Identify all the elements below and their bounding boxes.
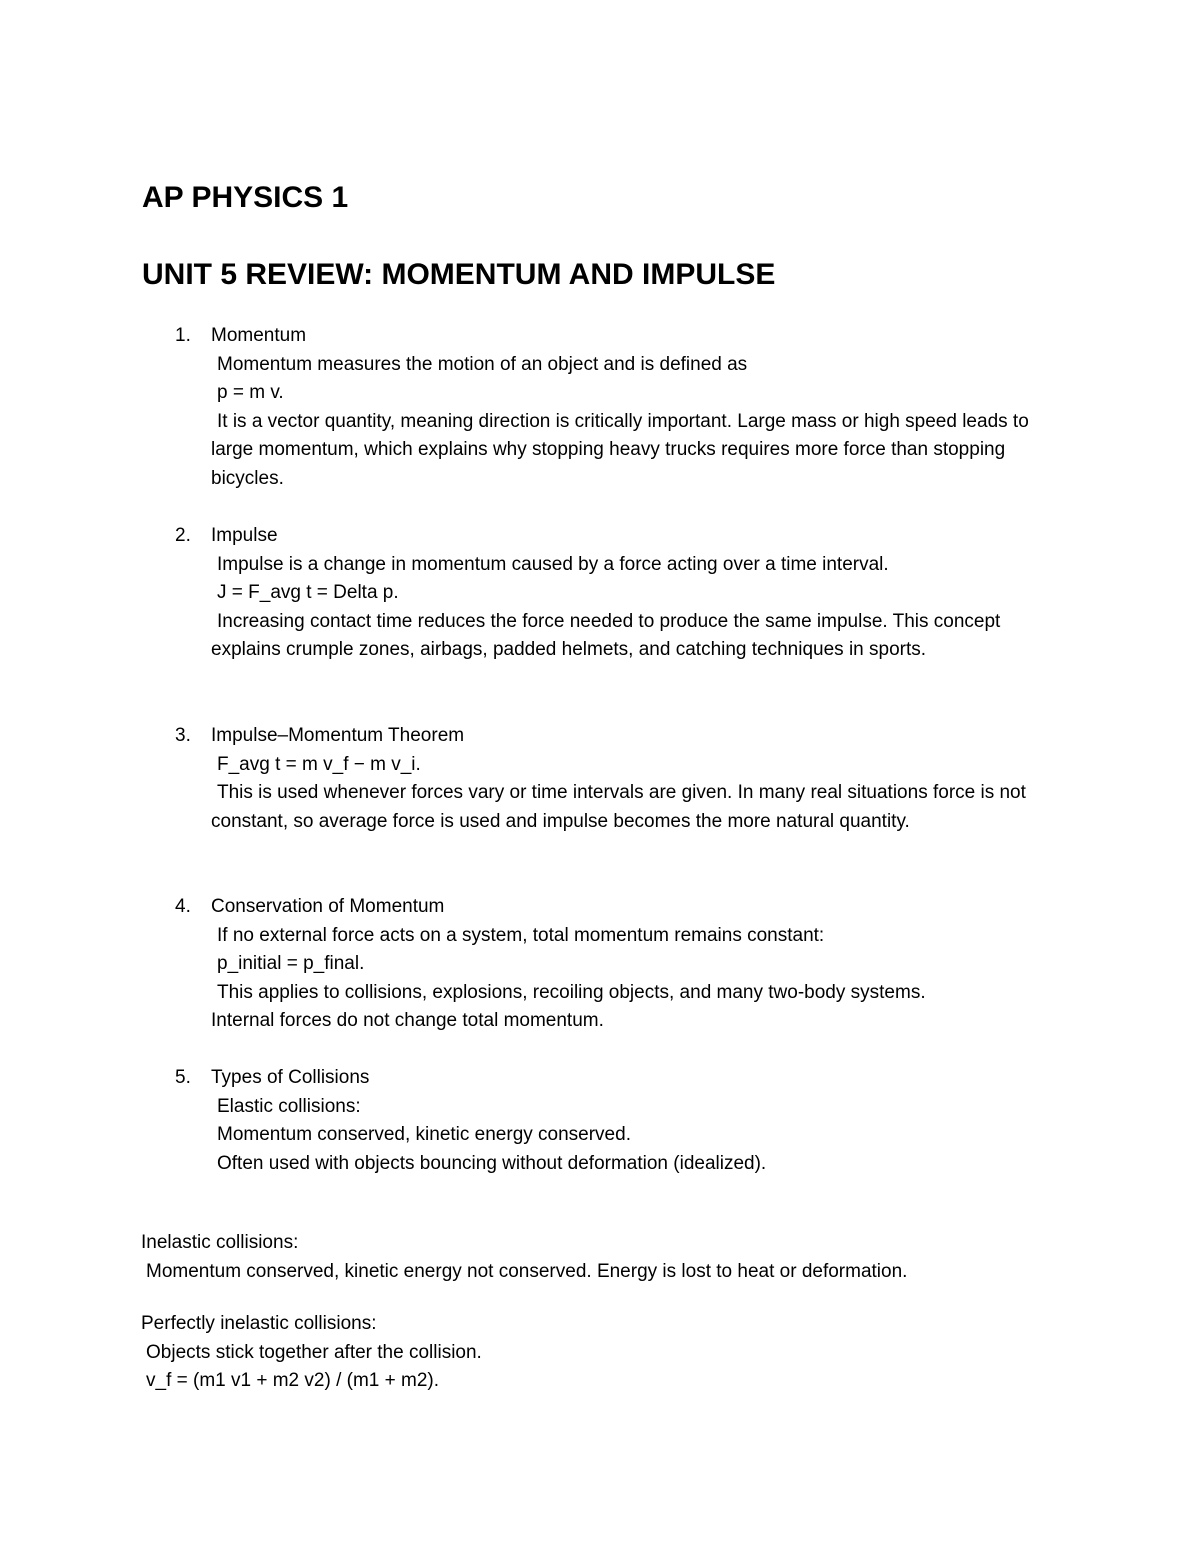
paragraph-text: It is a vector quantity, meaning direction is critically important. Large mass or high speed leads to large momentum, which explains why stopping heavy trucks requires more force than stopping bicycles. [211,410,1029,489]
section-paragraph [211,408,1071,494]
section-body [211,1064,1081,1178]
section-line: If no external force acts on a system, total momentum remains constant: [217,924,825,946]
section-paragraph [211,779,1071,836]
inelastic-text: Momentum conserved, kinetic energy not conserved. Energy is lost to heat or deformation. [146,1260,908,1282]
section-line: Elastic collisions: [217,1095,361,1117]
section-body [211,322,1081,494]
section-number: 3. [175,725,191,746]
section-body [211,522,1081,665]
perfectly-inelastic-formula: v_f = (m1 v1 + m2 v2) / (m1 + m2). [146,1370,439,1392]
section-paragraph [211,608,1071,665]
section-formula: p = m v. [217,382,284,404]
section-heading: Momentum [211,325,307,346]
paragraph-text: Increasing contact time reduces the force needed to produce the same impulse. This concept explains crumple zones, airbags, padded helmets, and catching techniques in sports. [211,610,1001,661]
section-number: 2. [175,525,191,546]
perfectly-inelastic-collisions-block [141,1310,1141,1396]
paragraph-text: This is used whenever forces vary or time intervals are given. In many real situations force is not constant, so average force is used and impulse becomes the more natural quantity. [211,782,1026,832]
perfectly-inelastic-text: Objects stick together after the collision. [146,1341,482,1363]
section-body [211,722,1081,836]
section-heading: Conservation of Momentum [211,896,445,917]
section-formula: p_initial = p_final. [217,953,365,975]
section-heading: Impulse–Momentum Theorem [211,725,465,746]
section-line: Impulse is a change in momentum caused by a force acting over a time interval. [217,553,889,575]
document-subtitle: UNIT 5 REVIEW: MOMENTUM AND IMPULSE [142,258,776,291]
section-number: 1. [175,325,191,346]
perfectly-inelastic-label: Perfectly inelastic collisions: [141,1313,377,1334]
section-formula: J = F_avg t = Delta p. [217,582,399,604]
inelastic-label: Inelastic collisions: [141,1232,299,1253]
section-body [211,893,1081,1036]
inelastic-collisions-block [141,1229,1141,1286]
section-heading: Impulse [211,525,278,546]
section-heading: Types of Collisions [211,1067,370,1088]
section-line: Often used with objects bouncing without deformation (idealized). [217,1152,767,1174]
section-line: Internal forces do not change total momentum. [211,1010,604,1032]
section-line: This applies to collisions, explosions, recoiling objects, and many two-body systems. [217,981,926,1003]
section-formula: F_avg t = m v_f − m v_i. [217,753,421,775]
section-number: 4. [175,896,191,917]
section-number: 5. [175,1067,191,1088]
document-title: AP PHYSICS 1 [142,181,349,214]
section-line: Momentum measures the motion of an object and is defined as [217,353,748,375]
section-line: Momentum conserved, kinetic energy conserved. [217,1124,631,1146]
